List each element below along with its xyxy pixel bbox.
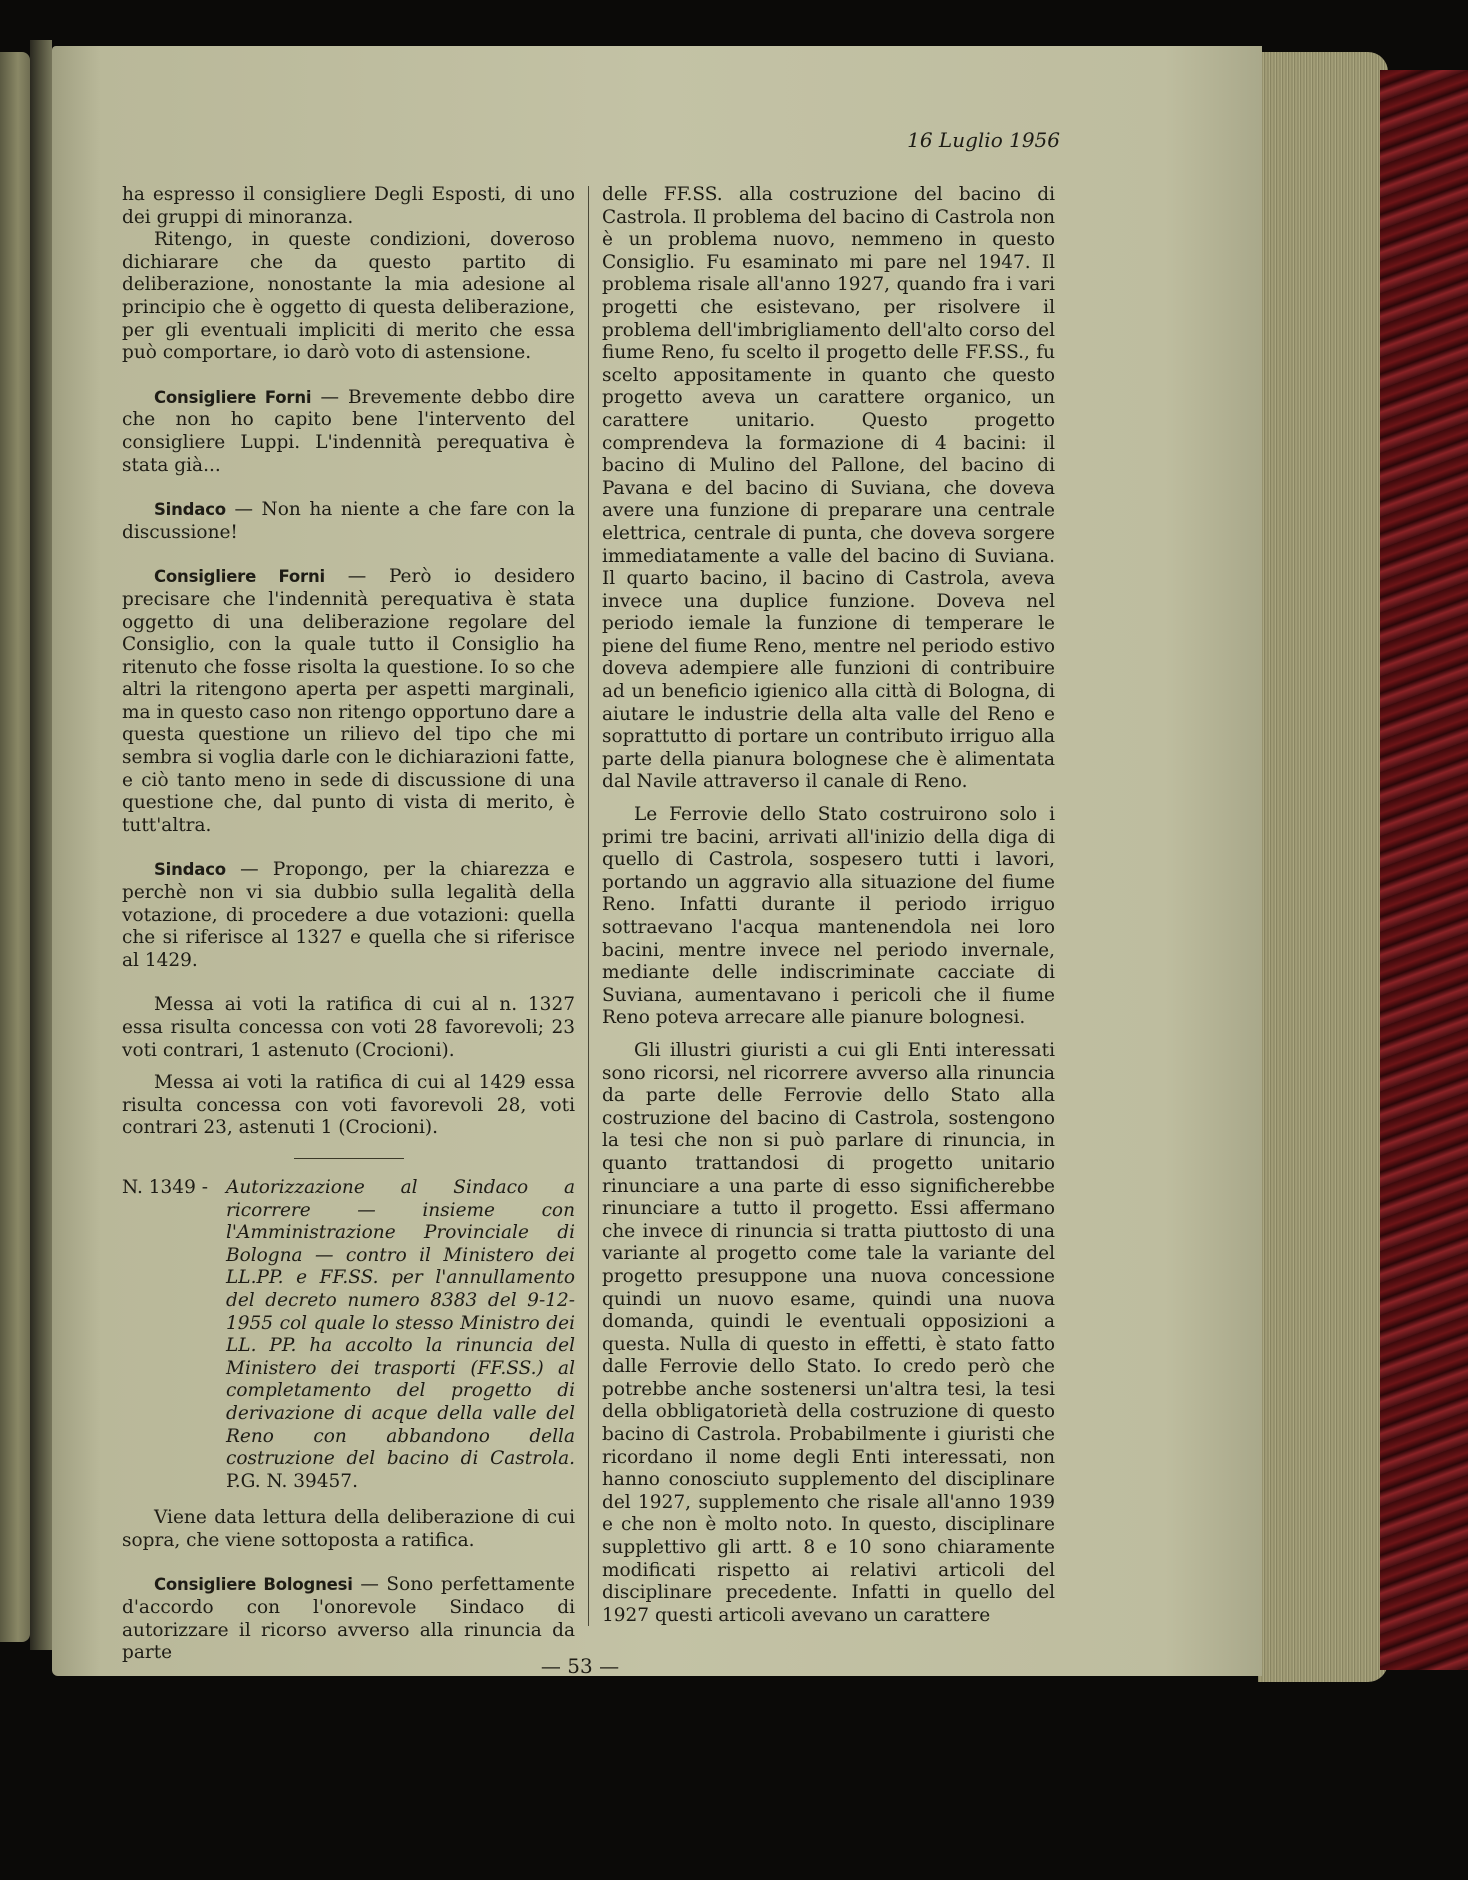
page-stack-edges bbox=[1258, 52, 1388, 1682]
agenda-item-number: N. 1349 - bbox=[122, 1176, 208, 1198]
speech-paragraph: Consigliere Forni — Però io desidero precisare che l'indennità perequativa è stata oggetto di una deliberazione regolare del Consiglio, con la quale tutto il Consiglio ha ritenuto che fosse risolta la questione. Io so che altri la ritengono aperta per aspetti marginali, ma in questo caso non ritengo opportuno dare a questa questione un rilievo del tipo che mi sembra si voglia darle con le dichiarazioni fatte, e ciò tanto meno in sede di discussione di una questione che, dal punto di vista di merito, è tutt'altra. bbox=[122, 566, 575, 836]
right-column bbox=[602, 184, 1055, 1627]
agenda-item bbox=[122, 1177, 575, 1493]
paragraph: ha espresso il consigliere Degli Esposti, di uno dei gruppi di minoranza. bbox=[122, 184, 575, 228]
paragraph: Gli illustri giuristi a cui gli Enti interessati sono ricorsi, nel ricorrere avverso alla rinuncia da parte delle Ferrovie dello Stato alla costruzione del bacino di Castrola, sostengono la tesi che non si può parlare di rinuncia, in quanto trattandosi di progetto unitario rinunciare a una parte di esso significherebbe rinunciare a tutto il progetto. Essi affermano che invece di rinuncia si tratta piuttosto di una variante al progetto come tale la variante del progetto presuppone una nuova concessione quindi un nuovo esame, quindi una nuova domanda, quindi le eventuali opposizioni a questa. Nulla di questo in effetti, è stato fatto dalle Ferrovie dello Stato. Io credo però che potrebbe anche sostenersi un'altra tesi, la tesi della obbligatorietà della costruzione di questo bacino di Castrola. Probabilmente i giuristi che ricordano il nome degli Enti interessati, non hanno conosciuto supplemento del disciplinare del 1927, supplemento che risale all'anno 1939 e che non è molto noto. In questo, disciplinare supplettivo gli artt. 8 e 10 sono chiaramente modificati rispetto ai relativi articoli del disciplinare precedente. Infatti in quello del 1927 questi articoli avevano un carattere bbox=[602, 1039, 1055, 1626]
book-cover-edge bbox=[1380, 70, 1468, 1670]
section-separator bbox=[294, 1158, 404, 1159]
paragraph: Viene data lettura della deliberazione di cui sopra, che viene sottoposta a ratifica. bbox=[122, 1507, 575, 1551]
facing-page-edge bbox=[0, 52, 30, 1642]
paragraph: delle FF.SS. alla costruzione del bacino di Castrola. Il problema del bacino di Castrola non è un problema nuovo, nemmeno in questo Consiglio. Fu esaminato mi pare nel 1947. Il problema risale all'anno 1927, quando fra i vari progetti che esistevano, per risolvere il problema dell'imbrigliamento dell'alto corso del fiume Reno, fu scelto il progetto delle FF.SS., fu scelto appositamente in quanto che questo progetto aveva un carattere organico, un carattere unitario. Questo progetto comprendeva la formazione di 4 bacini: il bacino di Mulino del Pallone, del bacino di Pavana e del bacino di Suviana, che doveva avere una funzione di preparare una centrale elettrica, centrale di punta, che doveva sorgere immediatamente a valle del bacino di Suviana. Il quarto bacino, il bacino di Castrola, aveva invece una duplice funzione. Doveva nel periodo iemale la funzione di temperare le piene del fiume Reno, mentre nel periodo estivo doveva adempiere alle funzioni di contribuire ad un beneficio igienico alla città di Bologna, di aiutare le industrie della alta valle del Reno e soprattutto di portare un contributo irriguo alla parte della pianura bolognese che è alimentata dal Navile attraverso il canale di Reno. bbox=[602, 184, 1055, 793]
paragraph: Le Ferrovie dello Stato costruirono solo i primi tre bacini, arrivati all'inizio della diga di quello di Castrola, sospesero tutti i lavori, portando un aggravio alla situazione del fiume Reno. Infatti durante il periodo irriguo sottraevano l'acqua mantenendola nei loro bacini, mentre invece nel periodo invernale, mediante delle indiscriminate cacciate di Suviana, aumentavano i pericoli che il fiume Reno poteva arrecare alle pianure bolognesi. bbox=[602, 804, 1055, 1029]
vote-result: Messa ai voti la ratifica di cui al 1429 essa risulta concessa con voti favorevoli 28, voti contrari 23, astenuti 1 (Crocioni). bbox=[122, 1072, 575, 1139]
speaker-name: Sindaco bbox=[154, 500, 226, 520]
page-header-date: 16 Luglio 1956 bbox=[907, 128, 1060, 152]
speech-paragraph: Sindaco — Propongo, per la chiarezza e perchè non vi sia dubbio sulla legalità della votazione, di procedere a due votazioni: quella che si riferisce al 1327 e quella che si riferisce al 1429. bbox=[122, 859, 575, 971]
left-column bbox=[122, 184, 575, 1665]
speaker-name: Consigliere Bolognesi bbox=[154, 1575, 353, 1595]
agenda-item-title: Autorizzazione al Sindaco a ricorrere — insieme con l'Amministrazione Provinciale di Bologna — contro il Ministero dei LL.PP. e FF.SS. per l'annullamento del decreto numero 8383 del 9-12-1955 col quale lo stesso Ministro dei LL. PP. ha accolto la rinuncia del Ministero dei trasporti (FF.SS.) al completamento del progetto di derivazione di acque della valle del Reno con abbandono della costruzione del bacino di Castrola. P.G. N. 39457. bbox=[226, 1176, 575, 1492]
vote-result: Messa ai voti la ratifica di cui al n. 1327 essa risulta concessa con voti 28 favorevoli; 23 voti contrari, 1 astenuto (Crocioni). bbox=[122, 994, 575, 1061]
speaker-name: Sindaco bbox=[154, 860, 226, 880]
speech-paragraph: Consigliere Forni — Brevemente debbo dire che non ho capito bene l'intervento del consigliere Luppi. L'indennità perequativa è stata già... bbox=[122, 386, 575, 476]
page-number: — 53 — bbox=[540, 1654, 620, 1678]
book-gutter bbox=[30, 40, 52, 1650]
speech-paragraph: Sindaco — Non ha niente a che fare con la discussione! bbox=[122, 499, 575, 543]
speaker-name: Consigliere Forni bbox=[154, 387, 312, 407]
paragraph: Ritengo, in queste condizioni, doveroso dichiarare che da questo partito di deliberazione, nonostante la mia adesione al principio che è oggetto di questa deliberazione, per gli eventuali impliciti di merito che essa può comportare, io darò voto di astensione. bbox=[122, 229, 575, 364]
column-divider bbox=[588, 186, 589, 1626]
speaker-name: Consigliere Forni bbox=[154, 567, 325, 587]
speech-paragraph: Consigliere Bolognesi — Sono perfettamente d'accordo con l'onorevole Sindaco di autorizzare il ricorso avverso alla rinuncia da parte bbox=[122, 1574, 576, 1664]
